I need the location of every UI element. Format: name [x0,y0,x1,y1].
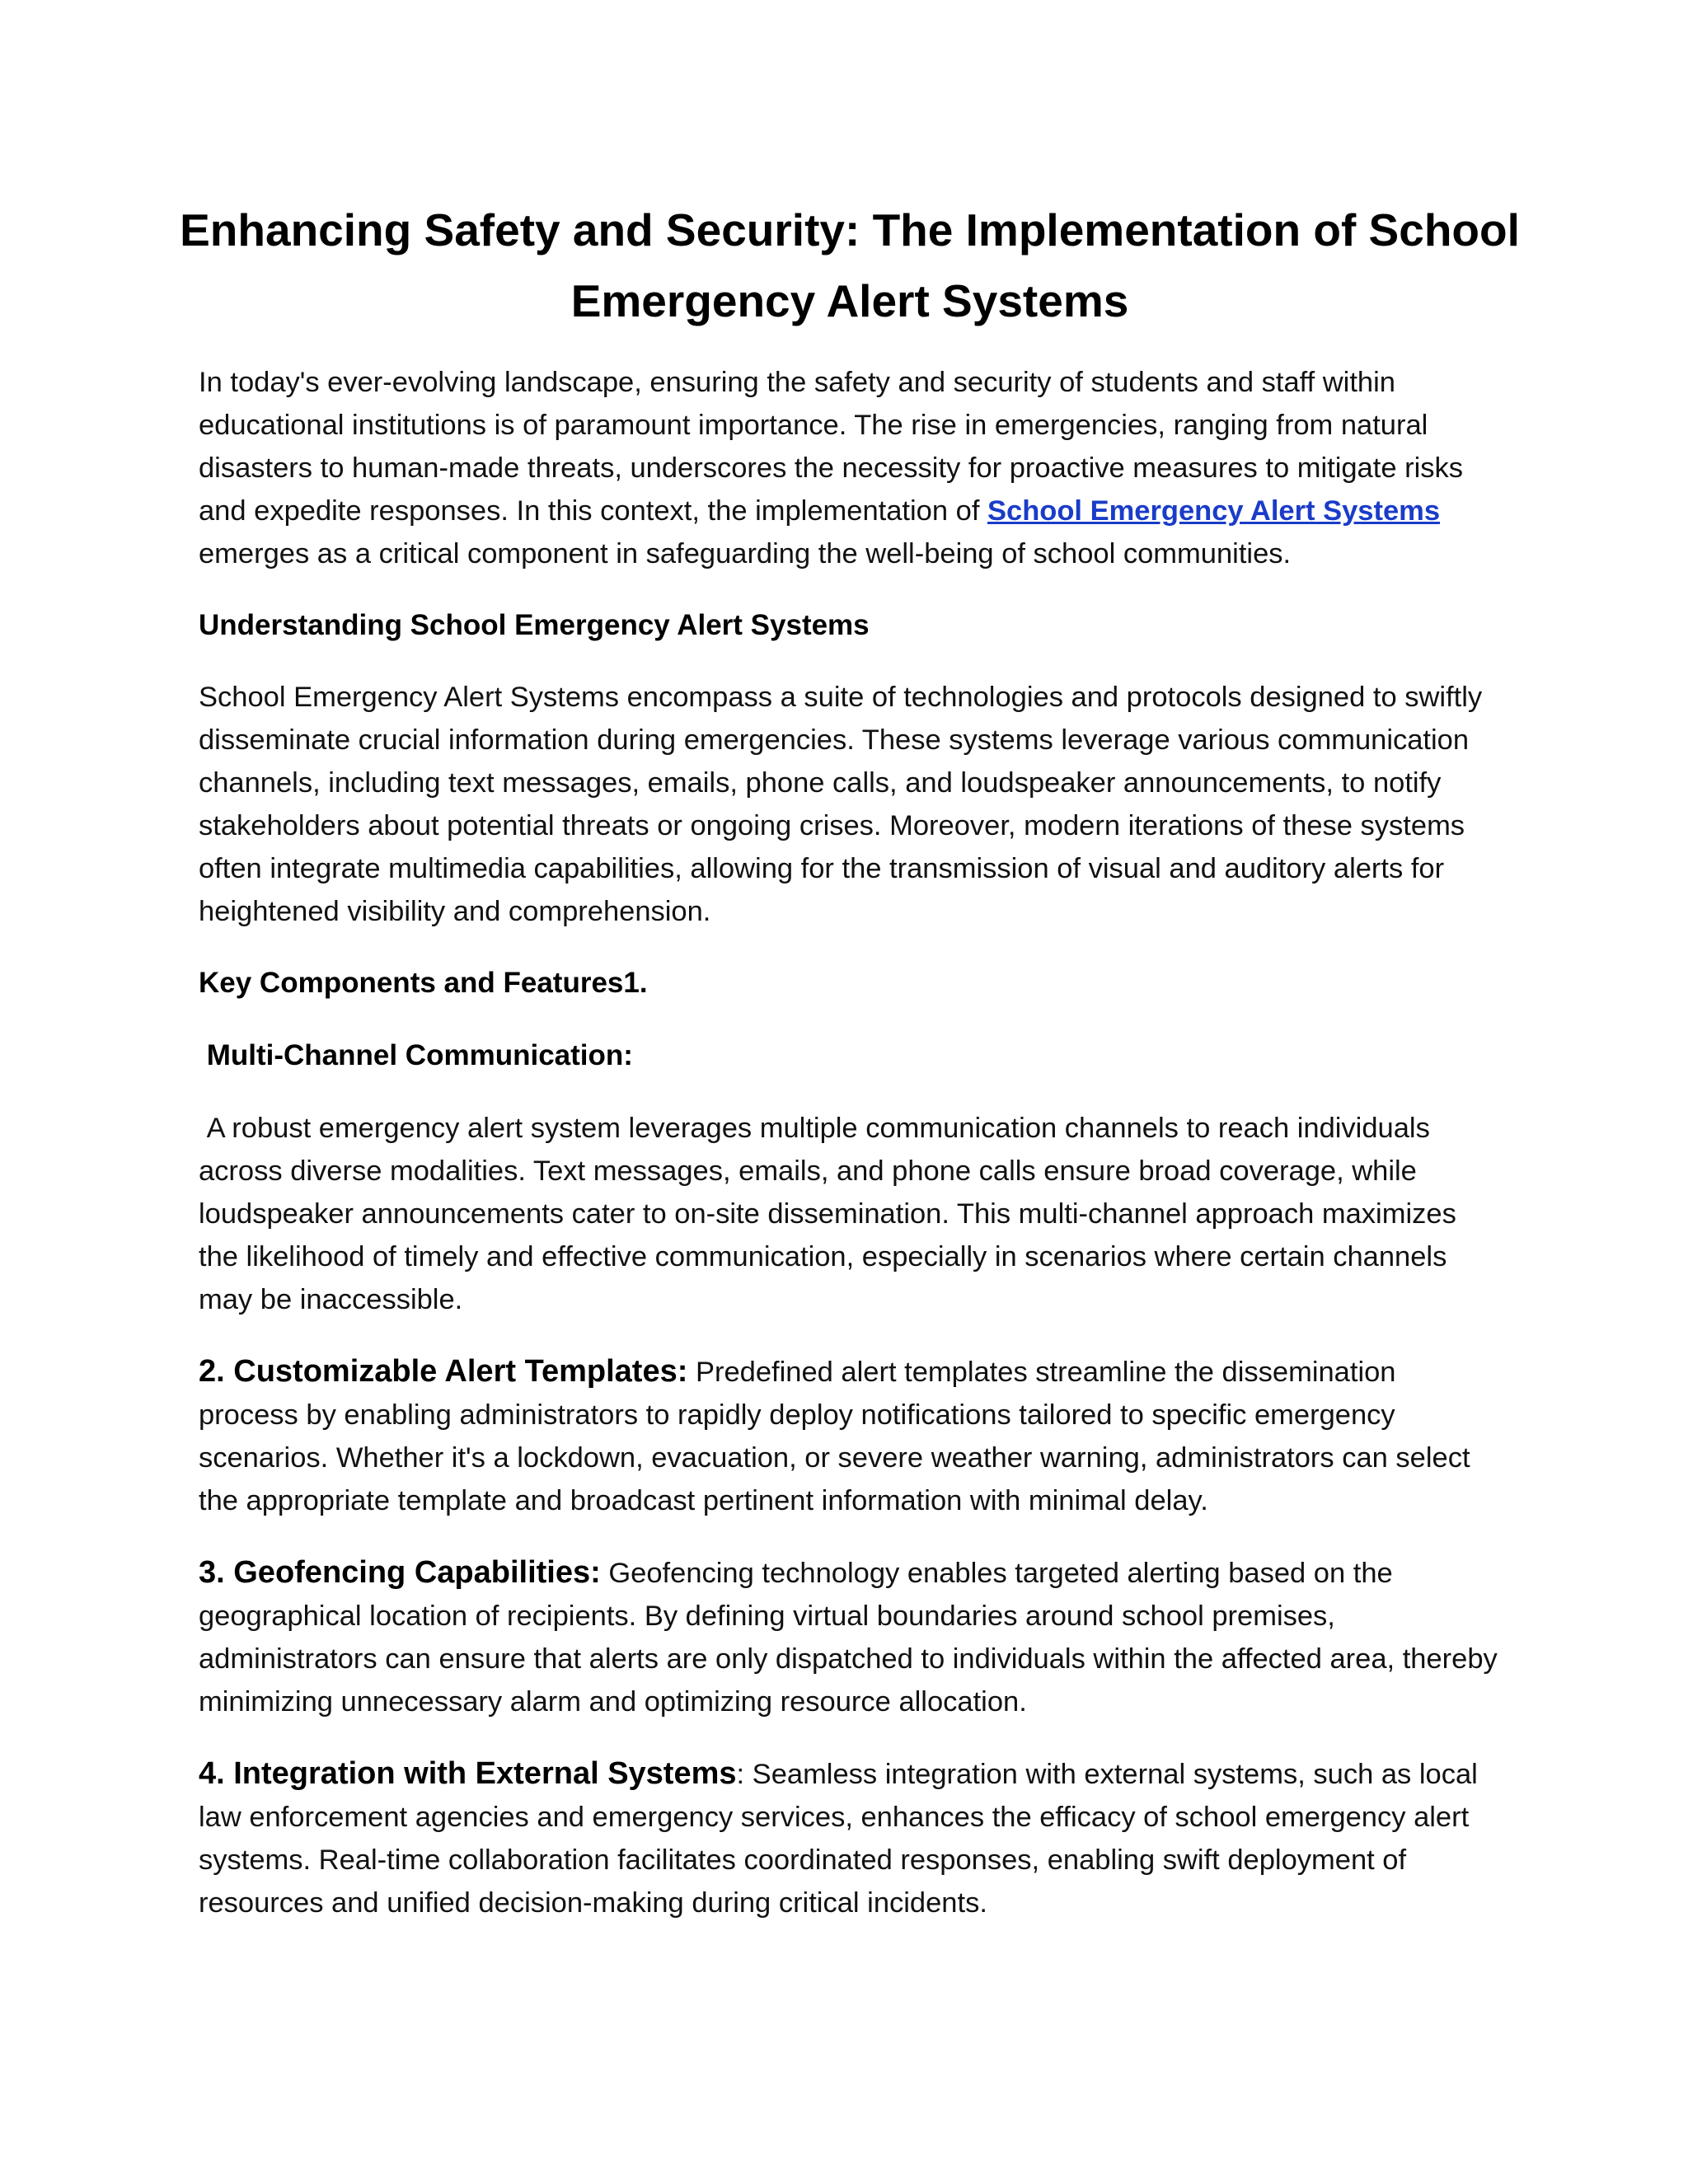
key-components-heading: Key Components and Features1. [199,967,648,999]
document-content [180,194,1520,1924]
intro-text-after-link: emerges as a critical component in safeguarding the well-being of school communities. [199,538,1292,569]
multi-channel-heading: Multi-Channel Communication: [199,1039,633,1071]
intro-paragraph [199,361,1501,575]
item-lead: 3. Geofencing Capabilities: [199,1555,601,1590]
item-geofencing [199,1551,1501,1723]
school-emergency-alert-systems-link[interactable]: School Emergency Alert Systems [987,495,1441,527]
page-title: Enhancing Safety and Security: The Implementation of School Emergency Alert Systems [180,204,1520,326]
item-body: Geofencing technology enables targeted alerting based on the geographical location of recipients. By defining virtual boundaries around school premises, administrators can ensure that alerts are only dispatched to individuals within the affected area, thereby minimizing unnecessary alarm and optimizing resource allocation. [199,1558,1498,1718]
item-body: : Seamless integration with external systems, such as local law enforcement agencies and emergency services, enhances the efficacy of school emergency alert systems. Real-time collaboration facilitates coordinated responses, enabling swift deployment of resources and unified decision-making during critical incidents. [199,1759,1478,1919]
multi-channel-paragraph: A robust emergency alert system leverages multiple communication channels to reach individuals across diverse modalities. Text messages, emails, and phone calls ensure broad coverage, while loudspeaker announcements cater to on-site dissemination. This multi-channel approach maximizes the likelihood of timely and effective communication, especially in scenarios where certain channels may be inaccessible. [199,1113,1465,1315]
understanding-heading: Understanding School Emergency Alert Systems [199,609,870,641]
item-body: Predefined alert templates streamline the dissemination process by enabling administrators to rapidly deploy notifications tailored to specific emergency scenarios. Whether it's a lockdown, evacuation, or severe weather warning, administrators can select the appropriate template and broadcast pertinent information with minimal delay. [199,1357,1470,1516]
item-customizable-templates [199,1350,1501,1522]
item-lead: 4. Integration with External Systems [199,1756,737,1791]
item-external-integration [199,1752,1501,1924]
understanding-paragraph: School Emergency Alert Systems encompass a suite of technologies and protocols designed to swiftly disseminate crucial information during emergencies. These systems leverage various communication channels, including text messages, emails, phone calls, and loudspeaker announcements, to notify stakeholders about potential threats or ongoing crises. Moreover, modern iterations of these systems often integrate multimedia capabilities, allowing for the transmission of visual and auditory alerts for heightened visibility and comprehension. [199,682,1483,927]
item-lead: 2. Customizable Alert Templates: [199,1354,688,1389]
intro-text-before-link: In today's ever-evolving landscape, ensuring the safety and security of students and staff within educational institutions is of paramount importance. The rise in emergencies, ranging from natural disasters to human-made threats, underscores the necessity for proactive measures to mitigate risks and expedite responses. In this context, the implementation of [199,367,1464,527]
